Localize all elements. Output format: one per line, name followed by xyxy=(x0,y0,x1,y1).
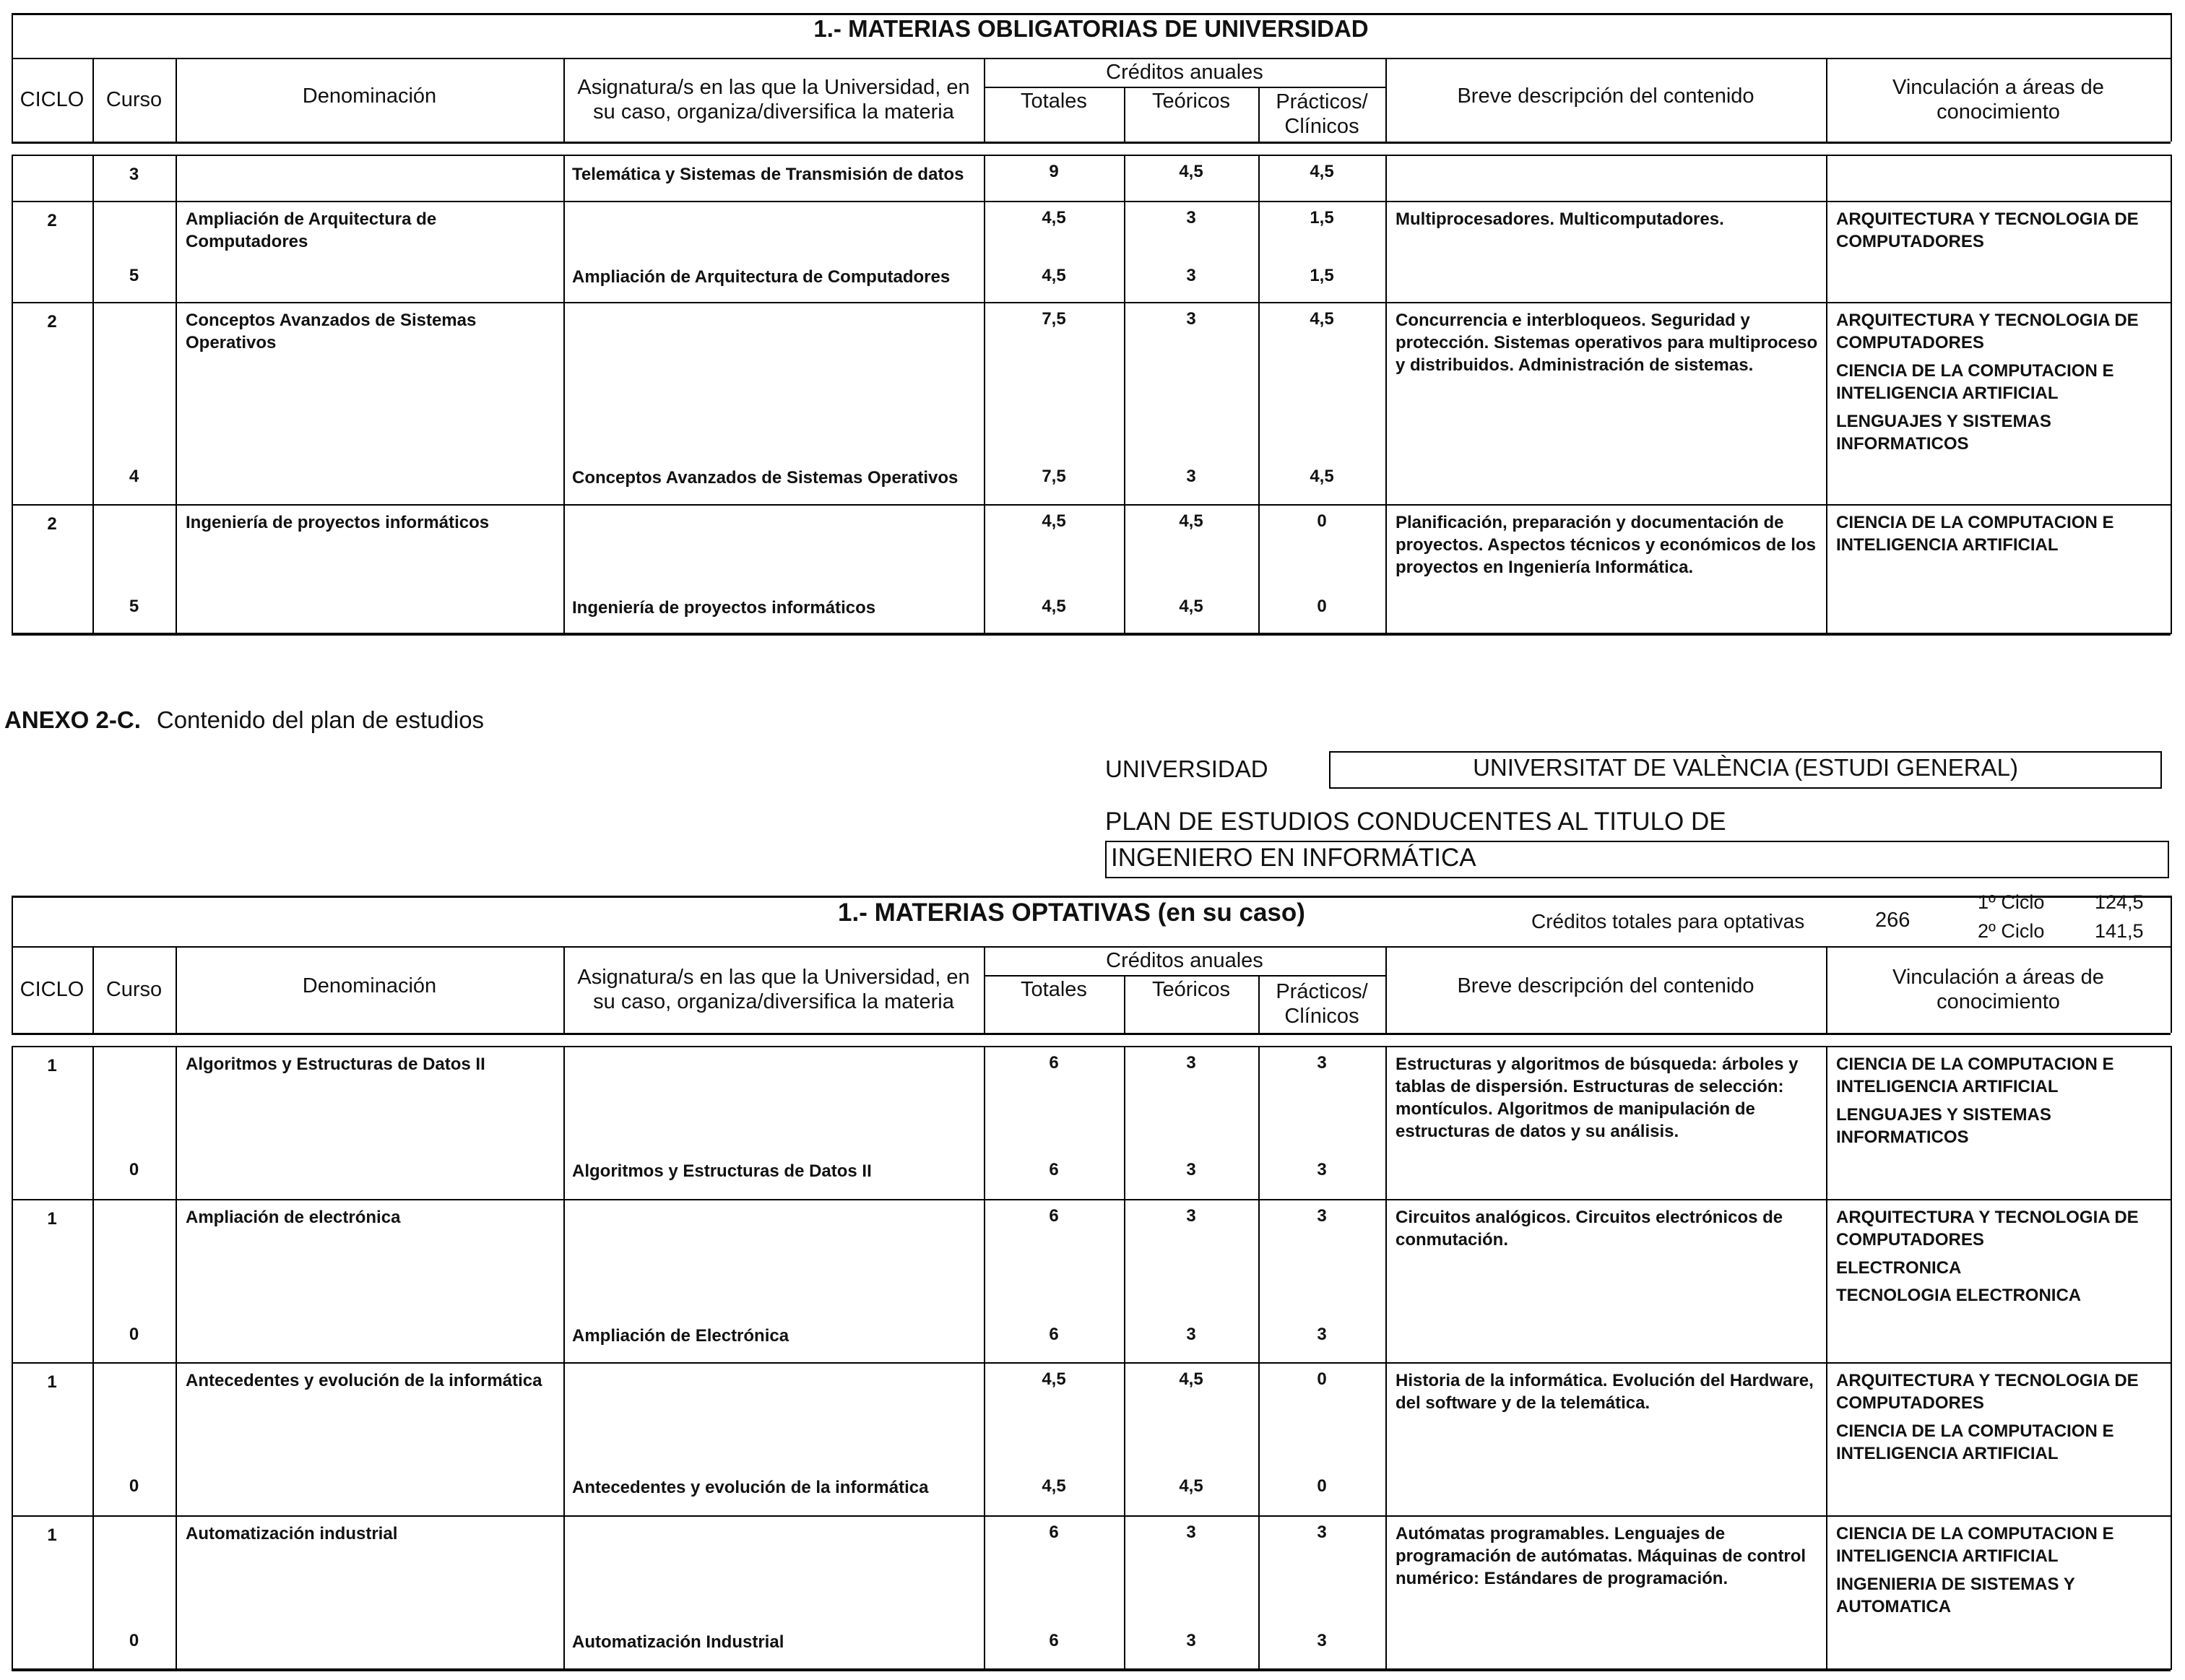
credit-practicos-value: 0 xyxy=(1317,1369,1327,1389)
rule-line xyxy=(1826,1046,1827,1199)
descripcion-text: Concurrencia e interbloqueos. Seguridad y protección. Sistemas operativos para multiproceso y distribuidos. Administración de sistemas. xyxy=(1396,311,1818,375)
optativas-title: 1.- MATERIAS OPTATIVAS (en su caso) xyxy=(838,899,1305,927)
credit-totales-value: 6 xyxy=(1049,1160,1059,1179)
rule-line xyxy=(12,896,2171,898)
teoricos-header: Teóricos xyxy=(1152,978,1230,1001)
credit-practicos-value: 1,5 xyxy=(1310,208,1334,228)
credit-totales-value: 4,5 xyxy=(1042,1476,1066,1496)
denominacion-text: Ingeniería de proyectos informáticos xyxy=(186,513,490,532)
vinculacion-header: Vinculación a áreas de conocimiento xyxy=(1892,76,2104,124)
rule-line xyxy=(176,504,177,634)
credit-teoricos-value: 3 xyxy=(1186,1523,1196,1542)
teoricos-header: Teóricos xyxy=(1152,90,1230,113)
rule-line xyxy=(563,504,565,634)
rule-line xyxy=(2171,1199,2172,1362)
rule-line xyxy=(1826,58,1827,142)
denominacion-text: Ampliación de electrónica xyxy=(186,1208,401,1227)
totales-header: Totales xyxy=(1021,90,1087,113)
rule-line xyxy=(12,1033,2171,1035)
credit-teoricos-value: 3 xyxy=(1186,1325,1196,1344)
credit-practicos-value: 1,5 xyxy=(1310,266,1334,285)
totales-header: Totales xyxy=(1021,978,1087,1001)
asignatura-header: Asignatura/s en las que la Universidad, en su caso, organiza/diversifica la materia xyxy=(577,76,970,124)
credit-teoricos-value: 3 xyxy=(1186,266,1196,285)
vinculacion-area: LENGUAJES Y SISTEMAS INFORMATICOS xyxy=(1836,412,2051,454)
rule-line xyxy=(12,302,13,504)
curso-header: Curso xyxy=(105,978,163,1001)
credit-totales-value: 6 xyxy=(1049,1523,1059,1542)
descripcion-header: Breve descripción del contenido xyxy=(1457,974,1755,997)
rule-line xyxy=(2171,13,2172,142)
rule-line xyxy=(12,1046,2171,1047)
denominacion-text: Antecedentes y evolución de la informática xyxy=(186,1371,542,1390)
credit-totales-value: 4,5 xyxy=(1042,511,1066,531)
rule-line xyxy=(1385,201,1387,302)
rule-line xyxy=(12,155,2171,156)
asignatura-text: Ampliación de Electrónica xyxy=(572,1326,789,1346)
vinculacion-area: CIENCIA DE LA COMPUTACION E INTELIGENCIA ARTIFICIAL xyxy=(1836,513,2114,555)
ciclo-value: 1 xyxy=(47,1372,57,1392)
credit-teoricos-value: 4,5 xyxy=(1179,597,1203,616)
rule-line xyxy=(1826,1515,1827,1670)
universidad-label: UNIVERSIDAD xyxy=(1105,755,1268,782)
credit-practicos-value: 0 xyxy=(1317,511,1327,531)
credit-totales-value: 6 xyxy=(1049,1053,1059,1073)
vinculacion-area: CIENCIA DE LA COMPUTACION E INTELIGENCIA ARTIFICIAL xyxy=(1836,361,2114,403)
titulo-value: INGENIERO EN INFORMÁTICA xyxy=(1111,844,1476,872)
rule-line xyxy=(563,946,565,1033)
asignatura-text: Telemática y Sistemas de Transmisión de datos xyxy=(572,165,964,184)
rule-line xyxy=(12,142,2171,144)
ciclo-value: 2 xyxy=(47,211,57,230)
rule-line xyxy=(1385,1199,1387,1362)
credit-teoricos-value: 3 xyxy=(1186,208,1196,228)
ciclo-value: 2 xyxy=(47,312,57,332)
descripcion-text: Historia de la informática. Evolución del Hardware, del software y de la telemática. xyxy=(1396,1371,1814,1413)
credit-practicos-value: 3 xyxy=(1317,1160,1327,1179)
descripcion-text: Estructuras y algoritmos de búsqueda: árboles y tablas de dispersión. Estructuras de selección: montículos. Algoritmos de manipulación de estructuras de datos y su análisis. xyxy=(1396,1055,1799,1141)
anexo-text: Contenido del plan de estudios xyxy=(156,706,485,733)
asignatura-text: Automatización Industrial xyxy=(572,1632,784,1652)
rule-line xyxy=(2171,1046,2172,1199)
creditos-anuales-header: Créditos anuales xyxy=(1106,61,1263,84)
ciclo-value: 1 xyxy=(47,1525,57,1545)
rule-line xyxy=(12,1515,2171,1517)
credit-practicos-value: 3 xyxy=(1317,1206,1327,1226)
rule-line xyxy=(1826,946,1827,1033)
credit-practicos-value: 4,5 xyxy=(1310,309,1334,329)
credit-totales-value: 7,5 xyxy=(1042,309,1066,329)
ciclo-value: 1 xyxy=(47,1056,57,1075)
rule-line xyxy=(176,1515,177,1670)
rule-line xyxy=(176,1046,177,1199)
vinculacion-area: CIENCIA DE LA COMPUTACION E INTELIGENCIA ARTIFICIAL xyxy=(1836,1421,2114,1463)
credit-totales-value: 6 xyxy=(1049,1325,1059,1344)
credit-teoricos-value: 4,5 xyxy=(1179,1369,1203,1389)
rule-line xyxy=(176,1199,177,1362)
creditos-optativas-total: 266 xyxy=(1875,909,1911,932)
rule-line xyxy=(12,633,2171,635)
descripcion-text: Planificación, preparación y documentación de proyectos. Aspectos técnicos y económicos de los proyectos en Ingeniería Informática. xyxy=(1396,513,1816,577)
rule-line xyxy=(1385,302,1387,504)
credit-practicos-value: 3 xyxy=(1317,1325,1327,1344)
rule-line xyxy=(2171,1515,2172,1670)
rule-line xyxy=(12,155,13,201)
rule-line xyxy=(12,201,2171,202)
rule-line xyxy=(12,1362,2171,1364)
rule-line xyxy=(12,302,2171,303)
curso-value: 4 xyxy=(129,467,139,486)
credit-teoricos-value: 3 xyxy=(1186,309,1196,329)
ciclo-header: CICLO xyxy=(20,978,85,1001)
denominacion-header: Denominación xyxy=(302,85,437,108)
rule-line xyxy=(1826,201,1827,302)
rule-line xyxy=(12,1668,2171,1671)
curso-value: 5 xyxy=(129,597,139,616)
rule-line xyxy=(176,1362,177,1515)
credit-totales-value: 9 xyxy=(1049,162,1059,181)
rule-line xyxy=(1385,155,1387,201)
rule-line xyxy=(1385,1362,1387,1515)
credit-practicos-value: 4,5 xyxy=(1310,162,1334,181)
credit-teoricos-value: 3 xyxy=(1186,1160,1196,1179)
vinculacion-area: CIENCIA DE LA COMPUTACION E INTELIGENCIA ARTIFICIAL xyxy=(1836,1524,2114,1566)
rule-line xyxy=(1385,504,1387,634)
vinculacion-area: ARQUITECTURA Y TECNOLOGIA DE COMPUTADORES xyxy=(1836,311,2139,352)
asignatura-text: Ingeniería de proyectos informáticos xyxy=(572,598,876,618)
descripcion-header: Breve descripción del contenido xyxy=(1457,85,1755,108)
credit-teoricos-value: 3 xyxy=(1186,1206,1196,1226)
credit-teoricos-value: 4,5 xyxy=(1179,1476,1203,1496)
rule-line xyxy=(176,155,177,201)
credit-teoricos-value: 4,5 xyxy=(1179,511,1203,531)
rule-line xyxy=(563,1515,565,1670)
plan-label: PLAN DE ESTUDIOS CONDUCENTES AL TITULO DE xyxy=(1105,807,1726,836)
descripcion-text: Multiprocesadores. Multicomputadores. xyxy=(1396,209,1724,229)
asignatura-text: Conceptos Avanzados de Sistemas Operativos xyxy=(572,468,959,488)
asignatura-text: Algoritmos y Estructuras de Datos II xyxy=(572,1161,872,1181)
rule-line xyxy=(2171,155,2172,201)
rule-line xyxy=(176,201,177,302)
curso-value: 0 xyxy=(129,1325,139,1344)
credit-practicos-value: 0 xyxy=(1317,597,1327,616)
rule-line xyxy=(12,504,2171,506)
rule-line xyxy=(1258,87,1260,142)
vinculacion-area: ELECTRONICA xyxy=(1836,1258,1962,1278)
rule-line xyxy=(1258,975,1260,1033)
rule-line xyxy=(1385,1046,1387,1199)
credit-practicos-value: 3 xyxy=(1317,1523,1327,1542)
vinculacion-area: ARQUITECTURA Y TECNOLOGIA DE COMPUTADORES xyxy=(1836,209,2139,251)
curso-value: 3 xyxy=(129,165,139,184)
rule-line xyxy=(1826,1199,1827,1362)
rule-line xyxy=(563,1199,565,1362)
ciclo-header: CICLO xyxy=(20,88,85,111)
vinculacion-header: Vinculación a áreas de conocimiento xyxy=(1892,966,2104,1013)
asignatura-text: Ampliación de Arquitectura de Computadores xyxy=(572,267,951,287)
rule-line xyxy=(2171,504,2172,634)
ciclo2-label: 2º Ciclo xyxy=(1978,920,2045,942)
creditos-anuales-header: Créditos anuales xyxy=(1106,949,1263,972)
rule-line xyxy=(563,58,565,142)
credit-totales-value: 6 xyxy=(1049,1206,1059,1226)
anexo-label: ANEXO 2-C. xyxy=(4,706,141,733)
denominacion-text: Conceptos Avanzados de Sistemas Operativos xyxy=(186,311,477,352)
credit-totales-value: 6 xyxy=(1049,1631,1059,1650)
anexo-heading xyxy=(4,706,484,734)
curso-value: 0 xyxy=(129,1476,139,1496)
rule-line xyxy=(2171,201,2172,302)
asignatura-text: Antecedentes y evolución de la informática xyxy=(572,1478,929,1497)
ciclo-value: 2 xyxy=(47,514,57,534)
rule-line xyxy=(1826,302,1827,504)
rule-line xyxy=(92,201,94,302)
denominacion-header: Denominación xyxy=(302,974,437,997)
rule-line xyxy=(1826,504,1827,634)
rule-line xyxy=(563,302,565,504)
curso-value: 0 xyxy=(129,1631,139,1650)
credit-practicos-value: 4,5 xyxy=(1310,467,1334,486)
descripcion-text: Autómatas programables. Lenguajes de programación de autómatas. Máquinas de control numérico: Estándares de programación. xyxy=(1396,1524,1807,1588)
practicos-header: Prácticos/ Clínicos xyxy=(1276,90,1368,138)
obligatorias-title: 1.- MATERIAS OBLIGATORIAS DE UNIVERSIDAD xyxy=(813,15,1369,42)
ciclo1-value: 124,5 xyxy=(2095,891,2144,913)
credit-practicos-value: 0 xyxy=(1317,1476,1327,1496)
rule-line xyxy=(176,302,177,504)
vinculacion-area: CIENCIA DE LA COMPUTACION E INTELIGENCIA ARTIFICIAL xyxy=(1836,1055,2114,1096)
credit-practicos-value: 3 xyxy=(1317,1053,1327,1073)
credit-totales-value: 4,5 xyxy=(1042,208,1066,228)
asignatura-header: Asignatura/s en las que la Universidad, en su caso, organiza/diversifica la materia xyxy=(577,966,970,1013)
descripcion-text: Circuitos analógicos. Circuitos electrónicos de conmutación. xyxy=(1396,1208,1783,1250)
rule-line xyxy=(563,1362,565,1515)
credit-teoricos-value: 4,5 xyxy=(1179,162,1203,181)
credit-practicos-value: 3 xyxy=(1317,1631,1327,1650)
vinculacion-area: ARQUITECTURA Y TECNOLOGIA DE COMPUTADORES xyxy=(1836,1371,2139,1413)
rule-line xyxy=(1385,1515,1387,1670)
rule-line xyxy=(2171,896,2172,1033)
vinculacion-area: ARQUITECTURA Y TECNOLOGIA DE COMPUTADORES xyxy=(1836,1208,2139,1250)
denominacion-text: Ampliación de Arquitectura de Computadores xyxy=(186,209,437,251)
rule-line xyxy=(2171,1362,2172,1515)
rule-line xyxy=(12,1199,2171,1200)
credit-totales-value: 4,5 xyxy=(1042,1369,1066,1389)
rule-line xyxy=(563,1046,565,1199)
rule-line xyxy=(1826,155,1827,201)
credit-totales-value: 4,5 xyxy=(1042,597,1066,616)
credit-teoricos-value: 3 xyxy=(1186,1631,1196,1650)
rule-line xyxy=(563,155,565,201)
rule-line xyxy=(2171,302,2172,504)
rule-line xyxy=(1826,1362,1827,1515)
denominacion-text: Algoritmos y Estructuras de Datos II xyxy=(186,1055,485,1074)
credit-teoricos-value: 3 xyxy=(1186,1053,1196,1073)
rule-line xyxy=(563,201,565,302)
vinculacion-area: LENGUAJES Y SISTEMAS INFORMATICOS xyxy=(1836,1105,2051,1147)
denominacion-text: Automatización industrial xyxy=(186,1524,398,1543)
practicos-header: Prácticos/ Clínicos xyxy=(1276,980,1368,1028)
curso-value: 0 xyxy=(129,1160,139,1179)
credit-totales-value: 7,5 xyxy=(1042,467,1066,486)
ciclo1-label: 1º Ciclo xyxy=(1978,891,2045,913)
ciclo2-value: 141,5 xyxy=(2095,920,2144,942)
universidad-value: UNIVERSITAT DE VALÈNCIA (ESTUDI GENERAL) xyxy=(1473,754,2018,781)
curso-header: Curso xyxy=(105,88,163,111)
credit-teoricos-value: 3 xyxy=(1186,467,1196,486)
creditos-optativas-label: Créditos totales para optativas xyxy=(1531,910,1805,932)
vinculacion-area: TECNOLOGIA ELECTRONICA xyxy=(1836,1286,2082,1305)
ciclo-value: 1 xyxy=(47,1209,57,1229)
curso-value: 5 xyxy=(129,266,139,285)
vinculacion-area: INGENIERIA DE SISTEMAS Y AUTOMATICA xyxy=(1836,1575,2075,1616)
credit-totales-value: 4,5 xyxy=(1042,266,1066,285)
